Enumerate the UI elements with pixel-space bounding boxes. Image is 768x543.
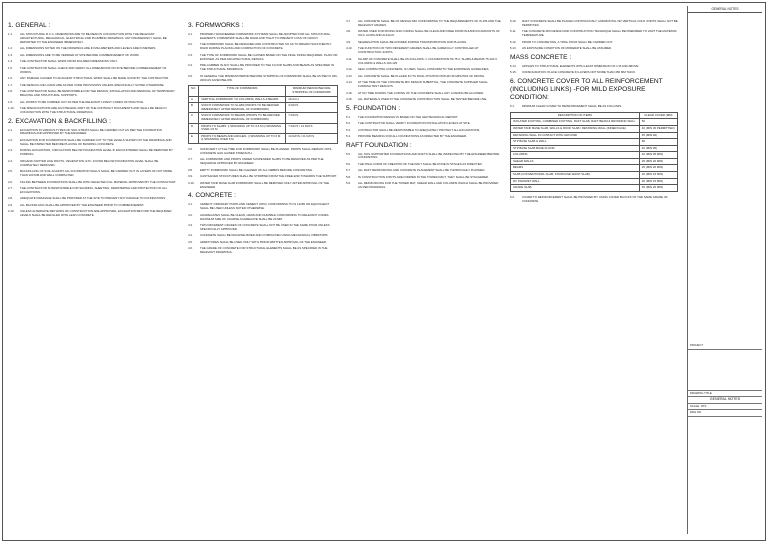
- clause-number: 5.2.: [346, 121, 351, 126]
- clause-text: UNLESS ALTERNATE METHODS OF CONSTRUCTION ARE APPROVED, EXCAVATION BEYOND THE REQUIRED LEVELS SHALL BE REFILLED WITH LEAN CONCRETE.: [20, 209, 172, 218]
- table-row: [511, 185, 678, 192]
- note-clause: [8, 90, 178, 98]
- note-clause: [8, 84, 178, 88]
- note-clause: [510, 41, 678, 45]
- section-title: 6. CONCRETE COVER TO ALL REINFORCEMENT (INCLUDING LINKS) -FOR MILD EXPOSURE CONDITION:: [510, 77, 663, 101]
- table-cell: 3 DAYS: [286, 103, 338, 113]
- clause-text: ALL REINFORCING FOR THE TOWER MAT, SHEAR WALL AND COLUMNS WHICH SHALL BE PROVIDED AS PER DRAWINGS.: [358, 181, 499, 190]
- note-clause: [8, 33, 178, 45]
- section-mass-concrete: [510, 54, 678, 75]
- note-clause: [510, 65, 678, 69]
- revision-area: [688, 13, 762, 343]
- clause-text: PRIOR TO CONCRETING, A TRIAL POUR SHALL BE CARRIED OUT.: [522, 39, 614, 44]
- clause-number: 2.6.: [8, 179, 13, 184]
- clause-text: COVER TO REINFORCEMENT SHALL BE PROVIDED BY USING COVER BLOCKS OF THE SAME GRADE OF CONCRETE.: [522, 194, 668, 203]
- clause-text: ALL CONCRETE SHALL BE PLACED IN ITS FINAL POSITION WITHIN 30 MINUTES OF MIXING.: [358, 73, 486, 78]
- clause-number: 5.10.: [510, 19, 517, 23]
- table-cell: 16-24 H: [286, 96, 338, 103]
- note-clause: [188, 64, 338, 72]
- note-clause: [346, 98, 501, 102]
- clause-text: ALL DIMENSIONS ARE TO BE VERIFIED AT SITE BEFORE COMMENCEMENT OF WORK.: [20, 52, 140, 57]
- clause-text: FILLING BETWEEN FOUNDATIONS SHALL BE WITH SELECTED FILL MATERIAL APPROVED BY THE CONSULTANT.: [20, 179, 177, 184]
- table-cell: A: [189, 96, 199, 103]
- table-row: [511, 165, 678, 172]
- clause-number: 4.3.: [188, 223, 193, 227]
- note-clause: [188, 203, 338, 211]
- clause-number: 1.4.: [8, 59, 13, 64]
- table-cell: PROPS TO BEAMS AND ARCHES: i) SPANNING UP TO 6 M ii) SPANNING OVER 6 M: [199, 133, 286, 143]
- table-cell: E: [189, 133, 199, 143]
- clause-number: 2.10.: [8, 209, 15, 214]
- table-cell: 40 (MIN 35 MIN): [639, 152, 677, 159]
- clause-number: 4.16.: [346, 97, 353, 102]
- clause-text: ADMIXTURES SHALL BE USED ONLY WITH PRIOR WRITTEN APPROVAL OF THE ENGINEER.: [200, 239, 327, 244]
- note-clause: [8, 107, 178, 115]
- clause-text: CONTRACTOR SHALL BE RESPONSIBLE TO ADEQUATELY PROTECT ALL EXCAVATIONS.: [358, 127, 481, 132]
- column-3: [346, 20, 501, 193]
- clause-text: CONSOLIDATION: PLACE CONCRETE IN LAYERS NOT MORE THAN 450 MM THICK.: [522, 70, 636, 75]
- note-clause: [188, 224, 338, 232]
- clause-number: 2.2.: [8, 137, 13, 142]
- note-clause: [188, 214, 338, 222]
- table-cell: 7 DAYS: [286, 113, 338, 123]
- table-cell: ISOLATED FOOTING, COMBINED FOOTING, RAFT SLAB, RAFT BEAM & RETAINING WALL: [511, 119, 640, 126]
- section-general: [8, 22, 178, 115]
- clause-text: AT THE TIME OF THE CONCRETE MIX DESIGN SUBMITTAL, THE CONCRETE SUPPLIER SHALL FURNISH TEST RESULTS.: [358, 80, 488, 89]
- section-title: 5. FOUNDATION :: [346, 104, 401, 112]
- table-cell: 7 DAYS / 14 DAYS: [286, 123, 338, 133]
- note-clause: [8, 149, 178, 157]
- note-clause: [188, 75, 338, 83]
- clause-text: ALL WORKS TO BE CARRIED OUT AS PER THE RELEVANT LATEST CODES OF PRACTICE.: [20, 99, 144, 104]
- table-cell: D: [189, 123, 199, 133]
- clause-text: SUFFICIENT CYCLE TIME FOR FORMWORK SHALL BE PLANNED. PROPS SHALL REMAIN UNTIL CONCRETE HAS GAINED STRENGTH.: [200, 146, 332, 155]
- clause-text: PROVIDE BEARING FOR ALL FOUNDATIONS AS DIRECTED BY THE ENGINEER.: [358, 134, 467, 139]
- table-cell: SOFFIT FORMWORK TO SLABS (PROPS TO BE REFIXED IMMEDIATELY AFTER REMOVAL OF FORMWORK): [199, 103, 286, 113]
- clause-number: 3.10.: [188, 180, 195, 185]
- scale-value: NTS: [700, 403, 707, 408]
- note-clause: [510, 47, 678, 51]
- section-title: RAFT FOUNDATION :: [346, 141, 412, 149]
- clause-number: 5.12.: [510, 39, 517, 44]
- clause-number: 4.1.: [188, 202, 193, 207]
- clause-number: 3.6.: [188, 146, 193, 151]
- clause-text: EXCAVATION IN VARIOUS TYPES OF SOIL STRATA SHALL BE CARRIED OUT AS PER THE FOUNDATION DRAWINGS AND APPROVED BY THE ENGINEER.: [20, 127, 162, 136]
- note-clause: [510, 71, 678, 75]
- clause-number: 4.10.: [346, 46, 353, 51]
- table-cell: 40 (MIN 30 PERMITTED): [639, 125, 677, 132]
- clause-text: AN EXPOSURE CONDITION OF MODERATE SHALL BE ASSUMED.: [522, 46, 612, 51]
- clause-number: 2.1.: [8, 127, 13, 132]
- note-clause: [346, 122, 501, 126]
- drawing-number-label: DRG NO.: [688, 410, 762, 417]
- note-clause: [8, 160, 178, 168]
- note-clause: [346, 116, 501, 120]
- clause-number: 3.9.: [188, 174, 193, 179]
- note-clause: [346, 176, 501, 180]
- clause-text: AGGREGATES SHALL BE CLEAN, HARD AND DURABLE CONFORMING TO RELEVANT CODES. MAXIMUM SIZE OF COARSE AGGREGATE SHALL BE 20 MM.: [200, 212, 330, 221]
- table-row: [511, 158, 678, 165]
- clause-number: 1.5.: [8, 65, 13, 70]
- table-cell: COLUMNS: [511, 152, 640, 159]
- clause-text: CEMENT: ORDINARY PORTLAND CEMENT (OPC) CONFORMING TO IS 12269 OR EQUIVALENT SHALL BE USED UNLESS NOTED OTHERWISE.: [200, 202, 330, 211]
- clause-text: WATER USED FOR MIXING AND CURING SHALL BE CLEAN AND FREE FROM INJURIOUS AMOUNTS OF OILS, ACIDS AND ALKALIS.: [358, 29, 500, 38]
- section-title: 3. FORMWORKS :: [188, 22, 244, 29]
- clause-number: 4.12.: [346, 67, 353, 72]
- clause-number: 5.11.: [510, 29, 517, 34]
- clause-number: 2.5.: [8, 169, 13, 174]
- clause-number: 3.2.: [188, 42, 193, 47]
- note-clause: [8, 187, 178, 195]
- table-row: [189, 133, 338, 143]
- table-cell: SLAB (CONVENTIONAL SLAB, STAIRCASE WAIST SLAB): [511, 172, 640, 179]
- clause-number: 4.13.: [346, 73, 353, 78]
- table-cell: BEAMS: [511, 165, 640, 172]
- note-clause: [346, 135, 501, 139]
- clause-text: IN CONSTRUCTION JOINTS ARE FORMED IN THE TOWER RAFT, THEY SHALL BE STAGGERED.: [358, 174, 489, 179]
- clause-number: 3.1.: [188, 32, 193, 36]
- table-cell: RETAINING WALL IN CONTACT WITH GROUND: [511, 132, 640, 139]
- column-1: [8, 20, 178, 221]
- notes-table: [510, 112, 678, 192]
- note-clause: [346, 163, 501, 167]
- note-clause: [188, 148, 338, 156]
- clause-text: ALL SOIL SUPPORTED FOUNDATIONS AND RAFTS SHALL BE INSPECTED BY THE ENGINEER BEFORE CONCRETING.: [358, 151, 500, 160]
- clause-text: THE TYPE OF FORMWORK SHALL BE CHOSEN BASED ON THE FINAL FINISH REQUIRED, PLAIN OR EXPOSED, AS PER ARCHITECTURAL DETAILS.: [200, 52, 338, 61]
- section-title: 2. EXCAVATION & BACKFILLING :: [8, 117, 111, 125]
- clause-text: RAFT CONCRETE SHALL BE PLACED CONTINUOUSLY, HORIZONTAL OR VERTICAL COLD JOINTS SHALL NOT BE PERMITTED.: [522, 19, 678, 27]
- clause-text: THE CONTRACTOR SHALL BE RESPONSIBLE FOR THE DESIGN, INSTALLATION AND REMOVAL OF TEMPORARY BRACING AND STRUCTURAL SUPPORTS.: [20, 89, 175, 98]
- clause-text: THE FUNCTION OF TWO DIFFERENT GRADES SHALL BE CAREFULLY CONTROLLED AT CONSTRUCTION JOINTS.: [358, 46, 479, 55]
- clause-number: 5.9.: [346, 181, 351, 186]
- table-cell: 25 (MIN 20 MIN): [639, 158, 677, 165]
- clause-number: 2.9.: [8, 202, 13, 207]
- note-clause: [188, 241, 338, 245]
- note-clause: [346, 129, 501, 133]
- clause-text: SEGREGATION SHALL BE AVOIDED DURING TRANSPORTATION AND PLACING.: [358, 39, 468, 44]
- table-cell: STP BASE SLAB & WALL: [511, 139, 640, 146]
- table-cell: VERTICAL FORMWORK TO COLUMNS, WALLS & BEAMS: [199, 96, 286, 103]
- clause-text: ADEQUATE DRAINAGE SHALL BE PROVIDED AT THE SITE TO PREVENT ANY DAMAGE TO FOUNDATIONS.: [20, 196, 166, 201]
- clause-text: EMPTY FORMWORK SHALL BE CLEANED OF ALL DEBRIS BEFORE CONCRETING.: [200, 167, 313, 172]
- note-clause: [188, 43, 338, 51]
- clause-text: DURING EXCAVATION, CIRCULATION BELOW FOUNDATION LEVEL IF ENCOUNTERED SHALL BE REMOVED BY PUMPING.: [20, 148, 173, 157]
- clause-number: 1.10.: [8, 106, 15, 111]
- clause-number: 1.6.: [8, 76, 13, 81]
- table-row: [511, 172, 678, 179]
- note-clause: [346, 92, 501, 96]
- clause-number: 5.7.: [346, 168, 351, 173]
- note-clause: [346, 30, 501, 38]
- project-label: PROJECT: [688, 343, 762, 350]
- section-excavation: [8, 118, 178, 219]
- note-clause: [8, 181, 178, 185]
- note-clause: [188, 33, 338, 41]
- note-clause: [346, 81, 501, 89]
- clause-number: 5.4.: [346, 134, 351, 139]
- clause-text: THE SPECIFICATIONS ARE AN INTEGRAL PART OF THE CONTRACT DOCUMENTS AND SHALL BE READ IN CONJUNCTION WITH THE STRUCTURAL DRAWINGS.: [20, 106, 167, 115]
- clause-text: ALL MATERIALS USED IN THE CONCRETE CONSTRUCTION SHALL BE TESTED BEFORE USE.: [358, 97, 488, 102]
- clause-number: 3.4.: [188, 63, 193, 68]
- table-cell: STP BASE SLAB BASE FLOOR: [511, 145, 640, 152]
- note-clause: [346, 20, 501, 28]
- clause-number: 4.8.: [346, 29, 351, 34]
- table-cell: 20 (MIN 15 MIN): [639, 178, 677, 185]
- note-clause: [8, 204, 178, 208]
- clause-text: PROPERLY ENGINEERED FORMWORK SYSTEMS SHALL BE ADOPTED FOR ALL STRUCTURAL ELEMENTS. FORMWORK SHALL BE RIGID AND TIGHT TO PREVENT LOSS OF GROUT.: [200, 32, 331, 40]
- clause-number: 4.11.: [346, 56, 353, 61]
- table-cell: 45 (MIN 40): [639, 132, 677, 139]
- note-clause: [510, 30, 678, 38]
- table-header-cell: CLEAR COVER (MM): [639, 112, 677, 119]
- note-clause: [510, 20, 678, 28]
- clause-text: THE FORMWORK SHALL BE DESIGNED AND CONSTRUCTED SO AS TO REMAIN SUFFICIENTLY RIGID DURING PLACING AND COMPACTION OF CONCRETE.: [200, 42, 332, 51]
- clause-text: THE CONTRACTOR IS RESPONSIBLE FOR SHORING, SHEETING, DEWATERING AND PROTECTION OF ALL EXCAVATIONS.: [20, 186, 168, 194]
- note-clause: [510, 105, 678, 109]
- clause-number: 4.2.: [188, 212, 193, 217]
- table-row: [189, 113, 338, 123]
- clause-text: ALL STRUCTURAL R.C.C. DIMENSIONS ARE TO BE READ IN CONJUNCTION WITH THE RELEVANT ARCHITECTURAL, MECHANICAL, ELECTRICAL AND PLUMBING DRAWINGS. ANY DISCREPANCY SHALL BE REPORTED TO THE ENGINEER IMMEDIATELY.: [20, 32, 167, 44]
- clause-number: 6.1.: [510, 103, 515, 108]
- table-cell: C: [189, 113, 199, 123]
- table-header-row: [189, 86, 338, 96]
- note-clause: [346, 153, 501, 161]
- note-clause: [8, 77, 178, 81]
- clause-text: THE CONCRETE MIX DESIGN AND CONSTRUCTION TECHNIQUE SHALL BE PREPARED TO LIMIT THE MAXIMUM TEMPERATURE.: [522, 29, 677, 38]
- table-row: [511, 178, 678, 185]
- clause-number: 4.9.: [346, 39, 351, 44]
- note-clause: [8, 60, 178, 64]
- clause-text: EXCAVATION FOR FOUNDATIONS SHALL BE CARRIED OUT TO THE LEVELS SHOWN ON THE DRAWINGS AND SHALL BE INSPECTED BEFORE PLACING OF BLINDING CONCRETE.: [20, 137, 172, 146]
- table-cell: 50: [639, 139, 677, 146]
- section-raft: [346, 142, 501, 191]
- clause-number: 5.6.: [346, 161, 351, 166]
- clause-text: THE FINAL FORM OF CREATION OF THE RAFT SHALL BE DONE IN STAGES AS DIRECTED.: [358, 161, 483, 166]
- section-cover: [510, 78, 678, 204]
- clause-text: TWO DIFFERENT GRADES OF CONCRETE SHALL NOT BE USED IN THE SAME POUR UNLESS SPECIFICALLY APPROVED.: [200, 223, 330, 231]
- table-cell: SOFFIT FORMWORK TO BEAMS (PROPS TO BE REFIXED IMMEDIATELY AFTER REMOVAL OF FORMWORK): [199, 113, 286, 123]
- table-row: [189, 103, 338, 113]
- section-foundation: [346, 105, 501, 139]
- clause-number: 1.2.: [8, 46, 13, 51]
- table-cell: 40 (MIN 35): [639, 145, 677, 152]
- title-block-header: GENERAL NOTES: [688, 6, 762, 13]
- clause-text: BACKFILLING OF SOIL AGAINST ALL FOUNDATION WALLS SHALL BE CARRIED OUT IN LAYERS OF NOT MORE THAN 200 MM AND WELL COMPACTED.: [20, 169, 173, 178]
- clause-number: 4.6.: [188, 246, 193, 251]
- clause-text: THE CONTRACTOR SHALL WORK FROM FIGURED DIMENSIONS ONLY.: [20, 59, 118, 64]
- table-row: [511, 132, 678, 139]
- note-clause: [346, 47, 501, 55]
- table-row: [511, 152, 678, 159]
- clause-text: ORGANIC MATTER LIKE ROOTS, VEGETATION, ETC. FOUND BELOW FOUNDATION LEVEL SHALL BE COMPLETELY REMOVED.: [20, 158, 159, 167]
- table-cell: RC PARAPET WALL: [511, 178, 640, 185]
- table-header-cell: NO.: [189, 86, 199, 96]
- title-block: [687, 6, 762, 534]
- clause-text: IN GENERAL THE MINIMUM PERIOD BEFORE STRIPPING OF FORMWORK SHALL BE AS PER IS 456-2000 AS GIVEN BELOW.: [200, 73, 338, 82]
- clause-number: 1.3.: [8, 52, 13, 57]
- clause-text: CANTILEVER STRUCTURES SHALL BE STRIPPED FROM THE FREE END TOWARDS THE SUPPORT.: [200, 174, 337, 179]
- section-title: MASS CONCRETE :: [510, 53, 572, 61]
- clause-text: THE DESIGN LIVE LOADS ARE AS PER CODE PROVISIONS UNLESS SPECIFICALLY NOTED OTHERWISE.: [20, 82, 165, 87]
- clause-text: ALL CONCRETE SHALL BE OF DESIGN MIX CONFORMING TO THE REQUIREMENTS OF IS 456 AND THE RELEVANT GRADES.: [358, 19, 501, 27]
- clause-text: CONCRETE SHALL BE MACHINE MIXED AND COMPACTED USING MECHANICAL VIBRATORS.: [200, 233, 329, 238]
- notes-table: [188, 85, 338, 144]
- table-cell: 25 (MIN 20 MIN): [639, 185, 677, 192]
- clause-number: 5.13.: [510, 46, 517, 51]
- column-2: [188, 20, 338, 258]
- clause-number: 2.4.: [8, 158, 13, 163]
- drawing-title-label: DRAWING TITLE: [688, 391, 762, 398]
- note-clause: [188, 169, 338, 173]
- clause-text: THE FOUNDATION DESIGN IS BASED ON THE GEOTECHNICAL REPORT.: [358, 114, 458, 119]
- table-row: [189, 96, 338, 103]
- note-clause: [346, 182, 501, 190]
- note-clause: [188, 158, 338, 166]
- section-raft-cont: [510, 20, 678, 51]
- clause-number: 4.5.: [188, 239, 193, 244]
- note-clause: [188, 175, 338, 179]
- note-clause: [8, 139, 178, 147]
- clause-number: 1.9.: [8, 99, 13, 104]
- note-clause: [8, 47, 178, 51]
- clause-number: 4.4.: [188, 233, 193, 238]
- note-clause: [8, 170, 178, 178]
- clause-text: APPLIES TO STRUCTURAL ELEMENTS WITH LEAST DIMENSION OF 1 M AND ABOVE.: [522, 63, 640, 68]
- clause-number: 5.8.: [346, 174, 351, 179]
- note-clause: [346, 58, 501, 66]
- scale-label: SCALE: [690, 403, 700, 408]
- clause-number: 6.2.: [510, 194, 515, 199]
- clause-number: 1.1.: [8, 32, 13, 36]
- clause-number: 4.14.: [346, 80, 353, 85]
- clause-number: 3.8.: [188, 167, 193, 172]
- clause-text: THE CONTRACTOR SHALL VERIFY FOUNDATION INSTALLATION LEVELS AT SITE.: [358, 121, 471, 126]
- table-cell: 25 (MIN 20 MIN): [639, 165, 677, 172]
- clause-text: SLUMP OF CONCRETE SHALL BE AS FOLLOWS: 1. FOUNDATIONS 50-75 2. SLABS & BEAMS 75-100 3. COLUMNS & WALLS 100-125.: [358, 56, 498, 65]
- table-cell: PROPS TO SLABS: i) SPANNING UP TO 4.5 M ii) SPANNING OVER 4.5 M: [199, 123, 286, 133]
- clause-text: PRE-CAMBER IN ANY SHALL BE PROVIDED TO THE FLOOR SLABS AND BEAMS AS SPECIFIED IN THE STRUCTURAL DRAWINGS.: [200, 63, 334, 72]
- clause-text: ANY DAMAGE CAUSED TO ADJACENT STRUCTURAL WORK SHALL BE MADE GOOD BY THE CONTRACTOR.: [20, 76, 169, 81]
- table-row: [511, 125, 678, 132]
- table-row: [511, 145, 678, 152]
- clause-number: 5.1.: [346, 114, 351, 119]
- clause-text: THE GRADE OF CONCRETE FOR STRUCTURAL ELEMENTS SHALL BE AS SPECIFIED IN THE RELEVANT DRAWINGS.: [200, 246, 328, 255]
- clause-number: 2.3.: [8, 148, 13, 153]
- clause-number: 5.3.: [346, 127, 351, 132]
- table-row: [189, 123, 338, 133]
- note-clause: [346, 41, 501, 45]
- table-header-cell: MINIMUM PERIOD BEFORE STRIPPING OF FORMWORK: [286, 86, 338, 96]
- table-cell: SHEAR WALLS: [511, 158, 640, 165]
- clause-number: 2.7.: [8, 186, 13, 191]
- table-cell: GRADE SLAB: [511, 185, 640, 192]
- table-header-cell: DESCRIPTION OF ITEMS: [511, 112, 640, 119]
- clause-number: 3.3.: [188, 52, 193, 57]
- note-clause: [8, 101, 178, 105]
- note-clause: [188, 182, 338, 190]
- clause-text: ALL BACKFILLING SHALL BE APPROVED BY THE ENGINEER PRIOR TO COMMENCEMENT.: [20, 202, 145, 207]
- clause-number: 3.5.: [188, 73, 193, 78]
- note-clause: [188, 234, 338, 238]
- note-clause: [8, 67, 178, 75]
- clause-text: WATER TANK BASE SLAB FORMWORK SHALL BE REMOVED ONLY AFTER APPROVAL OF THE ENGINEER.: [200, 180, 330, 189]
- table-cell: 50: [639, 119, 677, 126]
- table-cell: B: [189, 103, 199, 113]
- clause-number: 1.8.: [8, 89, 13, 94]
- note-clause: [188, 247, 338, 255]
- table-row: [511, 139, 678, 146]
- clause-number: 4.15.: [346, 90, 353, 95]
- clause-number: 5.5.: [346, 151, 351, 156]
- clause-number: 5.14.: [510, 63, 517, 68]
- note-clause: [346, 68, 501, 72]
- drawing-title: GENERAL NOTES: [688, 397, 762, 404]
- clause-text: ALL FORMWORK AND PROPS UNDER SUSPENDED SLABS TO BE REMOVED AS PER THE SEQUENCE APPROVED BY ENGINEER.: [200, 157, 324, 166]
- note-clause: [8, 210, 178, 218]
- note-clause: [188, 54, 338, 62]
- note-clause: [346, 75, 501, 79]
- clause-text: THE CONTRACTOR SHALL CHECK AND VERIFY ALL DIMENSIONS ON SITE BEFORE COMMENCEMENT OF WORKS.: [20, 65, 167, 74]
- table-header-cell: TYPE OF FORMWORK: [199, 86, 286, 96]
- section-title: 1. GENERAL :: [8, 22, 51, 29]
- note-clause: [346, 169, 501, 173]
- section-title: 4. CONCRETE :: [188, 192, 236, 200]
- section-concrete-cont: [346, 20, 501, 102]
- table-cell: 14 DAYS / 21 DAYS: [286, 133, 338, 143]
- section-formworks: [188, 22, 338, 190]
- clause-text: AT NO TIME DURING THE CURING OF THE CONCRETE SHALL ANY LOADING BE ALLOWED.: [358, 90, 484, 95]
- clause-number: 5.15.: [510, 70, 517, 75]
- scale-row: SCALE: NTS: [688, 404, 762, 411]
- clause-number: 2.8.: [8, 196, 13, 201]
- clause-number: 3.7.: [188, 157, 193, 162]
- note-clause: [8, 129, 178, 137]
- clause-text: ALL RAFT REINFORCING AND CONCRETE PLACEMENT SHALL BE THOROUGHLY PLANNED.: [358, 168, 486, 173]
- table-row: [511, 119, 678, 126]
- note-clause: [8, 54, 178, 58]
- table-cell: WATER TANK BASE SLAB, WALLS & ROOF SLAB / RETAINING WALL (INNER FACE): [511, 125, 640, 132]
- clause-number: 1.7.: [8, 82, 13, 87]
- clause-text: ALL DIMENSIONS NOTED ON THE DRAWINGS ARE IN MILLIMETERS AND LEVELS ARE IN METERS.: [20, 46, 157, 51]
- clause-text: SELF COMPACTING CONCRETE, IF USED, SHALL CONFORM TO THE EUROPEAN GUIDELINES.: [358, 67, 490, 72]
- clause-number: 4.7.: [346, 19, 351, 23]
- table-cell: 20 (MIN 15 MIN): [639, 172, 677, 179]
- table-header-row: [511, 112, 678, 119]
- project-area: [688, 350, 762, 391]
- note-clause: [510, 196, 678, 204]
- section-concrete: [188, 192, 338, 255]
- clause-text: MINIMUM CLEAR COVER TO REINFORCEMENT SHALL BE AS FOLLOWS.: [522, 103, 622, 108]
- note-clause: [8, 197, 178, 201]
- column-4: [510, 20, 678, 206]
